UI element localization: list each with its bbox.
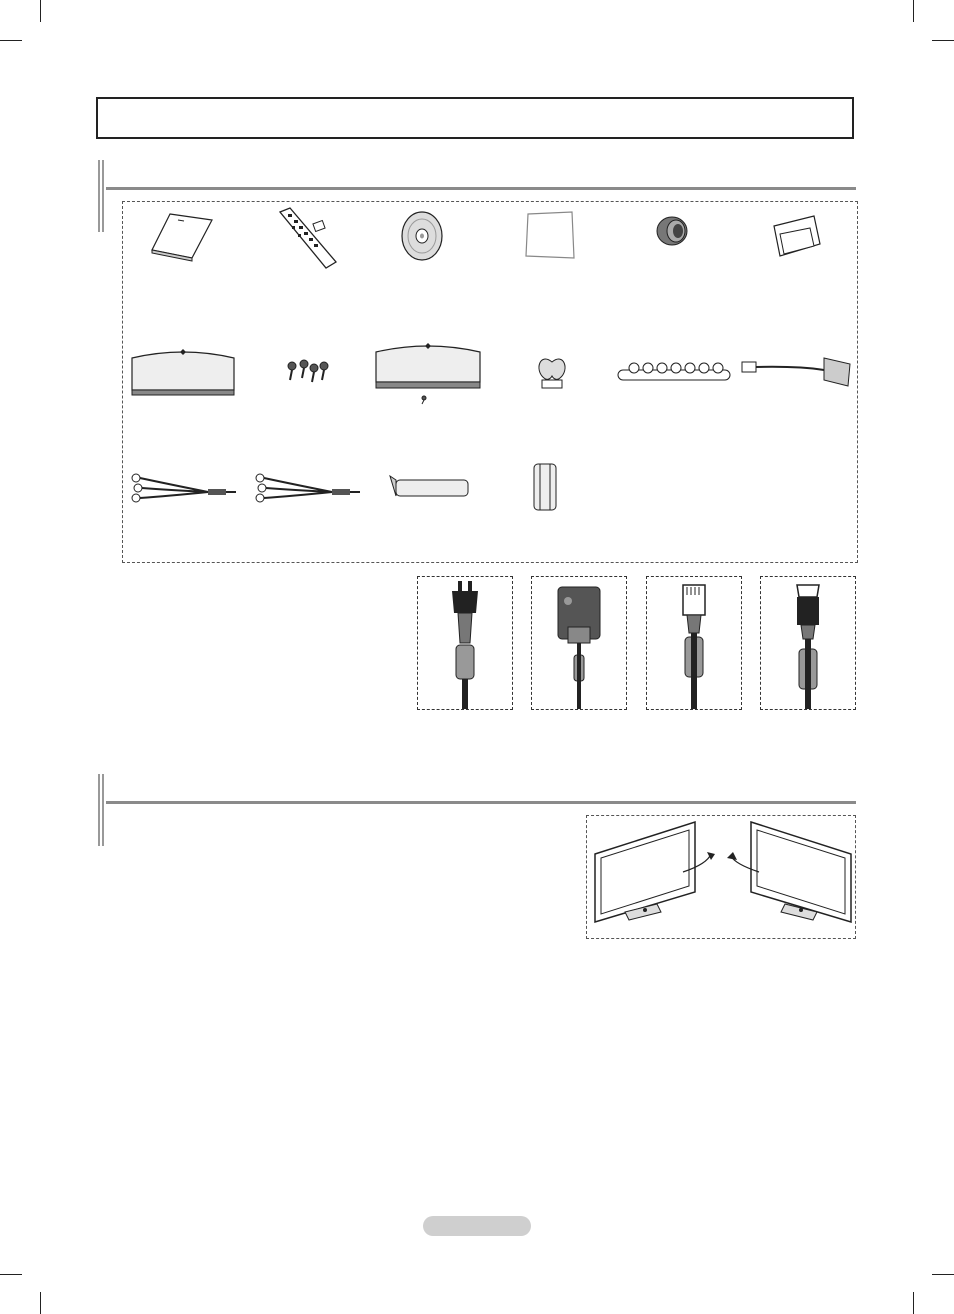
crop-mark (40, 0, 41, 22)
ferrite-box-power-cord (417, 576, 513, 710)
ferrite-box-adapter (531, 576, 627, 710)
section-rule (106, 187, 856, 190)
hdmi-plug-icon (761, 577, 855, 709)
lan-plug-icon (647, 577, 741, 709)
cover-icon (372, 340, 484, 406)
disc-icon (400, 208, 444, 262)
card-icon (770, 212, 824, 258)
section-rule (106, 801, 856, 804)
roll-icon (388, 472, 472, 502)
crop-mark (932, 40, 954, 41)
crop-mark (40, 1292, 41, 1314)
ferrite-box-hdmi-cable (760, 576, 856, 710)
component-cable-icon (252, 470, 364, 506)
cloth-icon (522, 208, 578, 264)
scart-cable-icon (738, 352, 856, 392)
crop-mark (0, 40, 22, 41)
holder-ring-icon (532, 352, 572, 392)
ferrite-core-icon (530, 458, 560, 516)
crop-mark (0, 1274, 22, 1275)
section-marker (98, 160, 104, 232)
page-number-pill (423, 1216, 531, 1236)
crop-mark (913, 1292, 914, 1314)
adapter-icon (532, 577, 626, 709)
crop-mark (932, 1274, 954, 1275)
cable-tie-icon (614, 356, 734, 388)
swivel-illustration-box (586, 815, 856, 939)
manual-icon (148, 208, 218, 264)
av-cable-icon (128, 470, 240, 506)
cover-icon (128, 346, 238, 398)
power-plug-icon (418, 577, 512, 709)
ring-icon (652, 214, 692, 248)
tv-swivel-icon (587, 816, 855, 938)
page-title-box (96, 97, 854, 139)
screws-icon (284, 356, 332, 386)
ferrite-box-lan-cable (646, 576, 742, 710)
remote-icon (274, 206, 344, 272)
section-marker (98, 774, 104, 846)
crop-mark (913, 0, 914, 22)
